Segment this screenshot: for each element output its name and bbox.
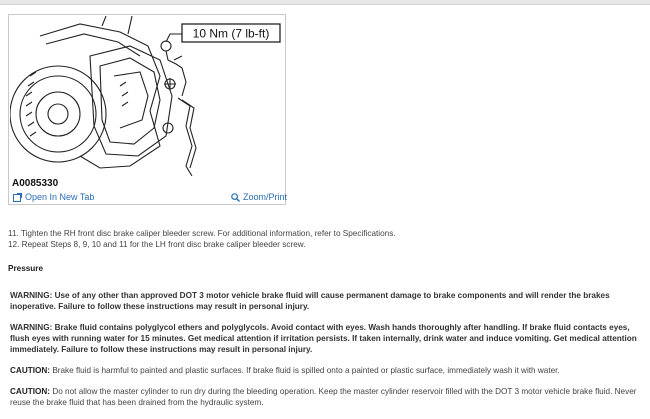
caution-text: Do not allow the master cylinder to run dry during the bleeding operation. Keep the master cylinder reservoir filled with the DOT 3 motor vehicle brake fluid. Never reuse the brake fluid that has been drained from the hydraulic system. bbox=[10, 387, 637, 407]
section-heading: Pressure bbox=[8, 264, 44, 273]
torque-callout: 10 Nm (7 lb-ft) bbox=[192, 26, 270, 41]
caution-master-cylinder bbox=[10, 386, 640, 408]
caution-painted-surfaces bbox=[10, 365, 640, 376]
image-code: A0085330 bbox=[12, 178, 59, 189]
warning-polyglycol: WARNING: Brake fluid contains polyglycol ethers and polyglycols. Avoid contact with eyes. Wash hands thoroughly after handling. If brake fluid contacts eyes, flush eyes with running water for 15 minutes. Get medical attention if irritation persists. If taken internally, drink water and induce vomiting. Get medical attention immediately. Failure to follow these instructions may result in personal injury. bbox=[10, 323, 637, 354]
figure-panel bbox=[8, 14, 286, 205]
open-in-new-tab-link[interactable] bbox=[13, 192, 94, 202]
caution-label: CAUTION: bbox=[10, 387, 51, 396]
step-11: 11. Tighten the RH front disc brake caliper bleeder screw. For additional information, refer to Specifications. bbox=[8, 229, 396, 238]
procedure-content bbox=[8, 228, 640, 418]
brake-caliper-illustration bbox=[10, 16, 284, 176]
step-12: 12. Repeat Steps 8, 9, 10 and 11 for the LH front disc brake caliper bleeder screw. bbox=[8, 240, 306, 249]
magnifier-icon bbox=[231, 193, 240, 202]
zoom-print-label: Zoom/Print bbox=[243, 192, 288, 202]
top-bar bbox=[0, 0, 650, 5]
zoom-print-link[interactable] bbox=[231, 192, 287, 202]
new-tab-icon bbox=[13, 193, 22, 202]
warning-brake-fluid-type: WARNING: Use of any other than approved DOT 3 motor vehicle brake fluid will cause permanent damage to brake components and will render the brakes inoperative. Failure to follow these instructions may result in personal injury. bbox=[10, 291, 610, 311]
open-in-new-tab-label: Open In New Tab bbox=[25, 192, 95, 202]
caution-text: Brake fluid is harmful to painted and plastic surfaces. If brake fluid is spilled onto a painted or plastic surface, immediately wash it with water. bbox=[52, 366, 560, 375]
caution-label: CAUTION: bbox=[10, 366, 51, 375]
